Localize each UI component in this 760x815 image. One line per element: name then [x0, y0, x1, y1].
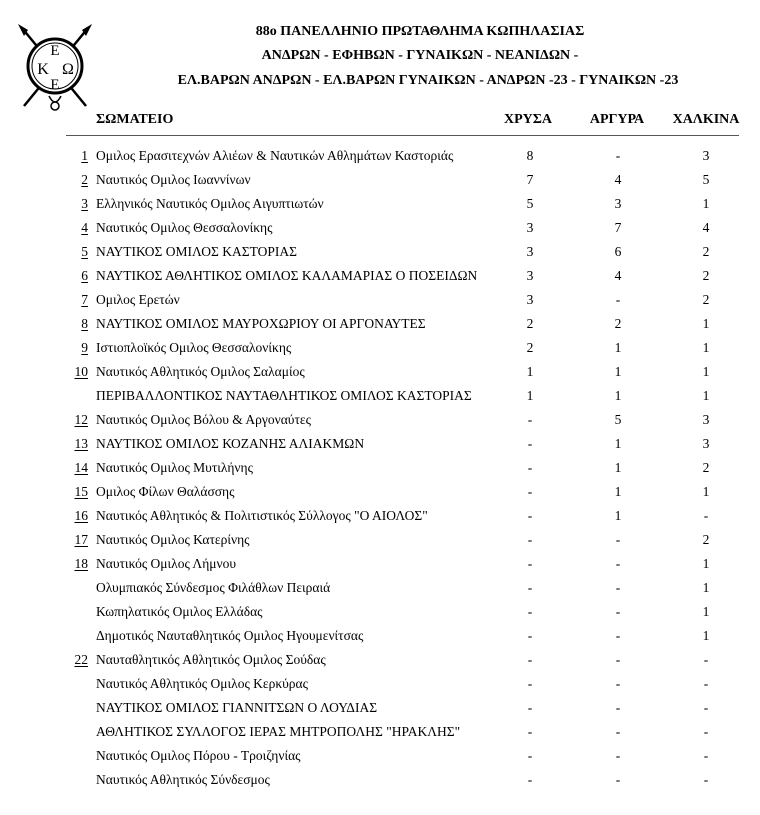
bronze-count: 2	[702, 268, 710, 283]
rank-cell: 15	[74, 484, 88, 499]
rank-cell: 6	[81, 268, 88, 283]
bronze-count: 2	[702, 460, 710, 475]
silver-count: -	[615, 748, 621, 763]
club-name: Ολυμπιακός Σύνδεσμος Φιλάθλων Πειραιά	[96, 580, 331, 595]
club-name: ΝΑΥΤΙΚΟΣ ΟΜΙΛΟΣ ΜΑΥΡΟΧΩΡΙΟΥ ΟΙ ΑΡΓΟΝΑΥΤΕΣ	[96, 316, 426, 331]
bronze-count: 1	[702, 196, 710, 211]
table-row	[0, 266, 760, 290]
silver-count: 1	[614, 508, 622, 523]
bronze-count: 3	[702, 412, 710, 427]
gold-count: 7	[526, 172, 534, 187]
gold-count: 5	[526, 196, 534, 211]
table-row	[0, 386, 760, 410]
rank-cell: 17	[74, 532, 88, 547]
logo-letter-bottom: Ε	[50, 77, 60, 93]
rank-cell: 2	[81, 172, 88, 187]
silver-count: -	[615, 532, 621, 547]
bronze-count: -	[703, 700, 709, 715]
logo-letter-right: Ω	[62, 61, 74, 78]
silver-count: -	[615, 628, 621, 643]
gold-count: -	[527, 772, 533, 787]
table-row	[0, 434, 760, 458]
rank-cell: 18	[74, 556, 88, 571]
gold-count: -	[527, 508, 533, 523]
gold-count: -	[527, 604, 533, 619]
table-row	[0, 578, 760, 602]
page-title-line-2: ΑΝΔΡΩΝ - ΕΦΗΒΩΝ - ΓΥΝΑΙΚΩΝ - ΝΕΑΝΙΔΩΝ -	[261, 48, 579, 63]
table-row	[0, 674, 760, 698]
gold-count: -	[527, 700, 533, 715]
column-header-silver: ΑΡΓΥΡΑ	[589, 112, 645, 127]
silver-count: 6	[614, 244, 622, 259]
table-row	[0, 314, 760, 338]
table-row	[0, 506, 760, 530]
silver-count: -	[615, 148, 621, 163]
rank-cell: 4	[81, 220, 88, 235]
gold-count: 2	[526, 316, 534, 331]
silver-count: 7	[614, 220, 622, 235]
club-name: Κωπηλατικός Ομιλος Ελλάδας	[96, 604, 263, 619]
bronze-count: 1	[702, 340, 710, 355]
table-row	[0, 530, 760, 554]
silver-count: 1	[614, 364, 622, 379]
table-row	[0, 290, 760, 314]
club-name: Ναυτικός Ομιλος Κατερίνης	[96, 532, 250, 547]
table-row	[0, 458, 760, 482]
table-row	[0, 218, 760, 242]
gold-count: 3	[526, 268, 534, 283]
silver-count: 1	[614, 340, 622, 355]
club-name: Ναυτικός Ομιλος Ιωαννίνων	[96, 172, 251, 187]
club-name: Ομιλος Φίλων Θαλάσσης	[96, 484, 235, 499]
gold-count: -	[527, 436, 533, 451]
rank-cell: 14	[74, 460, 88, 475]
table-row	[0, 242, 760, 266]
club-name: Ναυτικός Αθλητικός & Πολιτιστικός Σύλλογος "Ο ΑΙΟΛΟΣ"	[96, 508, 428, 523]
gold-count: 2	[526, 340, 534, 355]
gold-count: -	[527, 652, 533, 667]
table-row	[0, 650, 760, 674]
silver-count: -	[615, 292, 621, 307]
bronze-count: 1	[702, 364, 710, 379]
logo-letter-top: Ε	[50, 43, 60, 59]
bronze-count: 2	[702, 292, 710, 307]
club-name: Ναυτικός Αθλητικός Ομιλος Κερκύρας	[96, 676, 308, 691]
silver-count: -	[615, 676, 621, 691]
club-name: ΠΕΡΙΒΑΛΛΟΝΤΙΚΟΣ ΝΑΥΤΑΘΛΗΤΙΚΟΣ ΟΜΙΛΟΣ ΚΑΣΤΟΡΙΑΣ	[96, 388, 472, 403]
table-row	[0, 746, 760, 770]
federation-logo	[14, 20, 96, 116]
bronze-count: 1	[702, 316, 710, 331]
rank-cell: 3	[81, 196, 88, 211]
bronze-count: 2	[702, 532, 710, 547]
gold-count: 1	[526, 388, 534, 403]
column-header-bronze: ΧΑΛΚΙΝΑ	[672, 112, 740, 127]
silver-count: -	[615, 604, 621, 619]
rank-cell: 1	[81, 148, 88, 163]
table-row	[0, 362, 760, 386]
bronze-count: 1	[702, 628, 710, 643]
gold-count: -	[527, 628, 533, 643]
bronze-count: -	[703, 508, 709, 523]
club-name: ΝΑΥΤΙΚΟΣ ΟΜΙΛΟΣ ΓΙΑΝΝΙΤΣΩΝ Ο ΛΟΥΔΙΑΣ	[96, 700, 378, 715]
header-divider	[66, 135, 739, 136]
bronze-count: 4	[702, 220, 710, 235]
silver-count: 1	[614, 436, 622, 451]
gold-count: -	[527, 724, 533, 739]
club-name: ΝΑΥΤΙΚΟΣ ΑΘΛΗΤΙΚΟΣ ΟΜΙΛΟΣ ΚΑΛΑΜΑΡΙΑΣ Ο ΠΟΣΕΙΔΩΝ	[96, 268, 478, 283]
silver-count: -	[615, 652, 621, 667]
silver-count: 1	[614, 460, 622, 475]
silver-count: 1	[614, 388, 622, 403]
club-name: ΝΑΥΤΙΚΟΣ ΟΜΙΛΟΣ ΚΟΖΑΝΗΣ ΑΛΙΑΚΜΩΝ	[96, 436, 365, 451]
gold-count: -	[527, 748, 533, 763]
club-name: Ιστιοπλοϊκός Ομιλος Θεσσαλονίκης	[96, 340, 292, 355]
silver-count: -	[615, 580, 621, 595]
rank-cell: 8	[81, 316, 88, 331]
bronze-count: -	[703, 748, 709, 763]
table-row	[0, 194, 760, 218]
table-row	[0, 554, 760, 578]
rank-cell: 7	[81, 292, 88, 307]
club-name: Ομιλος Ερετών	[96, 292, 180, 307]
rank-cell: 22	[74, 652, 88, 667]
bronze-count: 5	[702, 172, 710, 187]
bronze-count: 3	[702, 148, 710, 163]
column-header-club: ΣΩΜΑΤΕΙΟ	[96, 112, 174, 127]
club-name: ΝΑΥΤΙΚΟΣ ΟΜΙΛΟΣ ΚΑΣΤΟΡΙΑΣ	[96, 244, 297, 259]
gold-count: 3	[526, 292, 534, 307]
gold-count: -	[527, 580, 533, 595]
club-name: Ναυτικός Ομιλος Πόρου - Τροιζηνίας	[96, 748, 301, 763]
table-row	[0, 170, 760, 194]
club-name: Ναυτικός Ομιλος Μυτιλήνης	[96, 460, 253, 475]
silver-count: 1	[614, 484, 622, 499]
rank-cell: 5	[81, 244, 88, 259]
rank-cell: 12	[74, 412, 88, 427]
club-name: Ομιλος Ερασιτεχνών Αλιέων & Ναυτικών Αθλημάτων Καστοριάς	[96, 148, 454, 163]
gold-count: 3	[526, 220, 534, 235]
bronze-count: 3	[702, 436, 710, 451]
bronze-count: 2	[702, 244, 710, 259]
silver-count: 5	[614, 412, 622, 427]
table-row	[0, 338, 760, 362]
club-name: Δημοτικός Ναυταθλητικός Ομιλος Ηγουμενίτσας	[96, 628, 364, 643]
club-name: Ελληνικός Ναυτικός Ομιλος Αιγυπτιωτών	[96, 196, 324, 211]
gold-count: -	[527, 484, 533, 499]
club-name: ΑΘΛΗΤΙΚΟΣ ΣΥΛΛΟΓΟΣ ΙΕΡΑΣ ΜΗΤΡΟΠΟΛΗΣ "ΗΡΑΚΛΗΣ"	[96, 724, 461, 739]
club-name: Ναυτικός Ομιλος Λήμνου	[96, 556, 237, 571]
silver-count: 4	[614, 268, 622, 283]
table-row	[0, 626, 760, 650]
bronze-count: -	[703, 724, 709, 739]
page-title-line-3: ΕΛ.ΒΑΡΩΝ ΑΝΔΡΩΝ - ΕΛ.ΒΑΡΩΝ ΓΥΝΑΙΚΩΝ - ΑΝΔΡΩΝ -23 - ΓΥΝΑΙΚΩΝ -23	[177, 73, 679, 88]
bronze-count: 1	[702, 604, 710, 619]
silver-count: -	[615, 772, 621, 787]
rank-cell: 10	[74, 364, 88, 379]
bronze-count: 1	[702, 580, 710, 595]
club-name: Ναυτικός Ομιλος Θεσσαλονίκης	[96, 220, 273, 235]
bronze-count: -	[703, 676, 709, 691]
gold-count: 8	[526, 148, 534, 163]
silver-count: 2	[614, 316, 622, 331]
table-row	[0, 482, 760, 506]
silver-count: 4	[614, 172, 622, 187]
gold-count: -	[527, 556, 533, 571]
silver-count: -	[615, 556, 621, 571]
gold-count: -	[527, 460, 533, 475]
bronze-count: -	[703, 772, 709, 787]
club-name: Ναυτικός Αθλητικός Σύνδεσμος	[96, 772, 270, 787]
rank-cell: 16	[74, 508, 88, 523]
silver-count: -	[615, 724, 621, 739]
logo-letter-left: Κ	[37, 61, 49, 78]
medal-table	[0, 146, 760, 794]
table-row	[0, 602, 760, 626]
gold-count: 3	[526, 244, 534, 259]
column-header-gold: ΧΡΥΣΑ	[503, 112, 553, 127]
bronze-count: 1	[702, 556, 710, 571]
table-row	[0, 770, 760, 794]
club-name: Ναυτικός Ομιλος Βόλου & Αργοναύτες	[96, 412, 311, 427]
rank-cell: 9	[81, 340, 88, 355]
rank-cell: 13	[74, 436, 88, 451]
gold-count: -	[527, 532, 533, 547]
silver-count: 3	[614, 196, 622, 211]
table-row	[0, 722, 760, 746]
bronze-count: -	[703, 652, 709, 667]
silver-count: -	[615, 700, 621, 715]
table-row	[0, 698, 760, 722]
club-name: Ναυταθλητικός Αθλητικός Ομιλος Σούδας	[96, 652, 326, 667]
bronze-count: 1	[702, 388, 710, 403]
gold-count: 1	[526, 364, 534, 379]
table-row	[0, 410, 760, 434]
club-name: Ναυτικός Αθλητικός Ομιλος Σαλαμίος	[96, 364, 305, 379]
gold-count: -	[527, 412, 533, 427]
page-title-line-1: 88o ΠΑΝΕΛΛΗΝΙΟ ΠΡΩΤΑΘΛΗΜΑ ΚΩΠΗΛΑΣΙΑΣ	[255, 24, 585, 39]
bronze-count: 1	[702, 484, 710, 499]
table-row	[0, 146, 760, 170]
gold-count: -	[527, 676, 533, 691]
